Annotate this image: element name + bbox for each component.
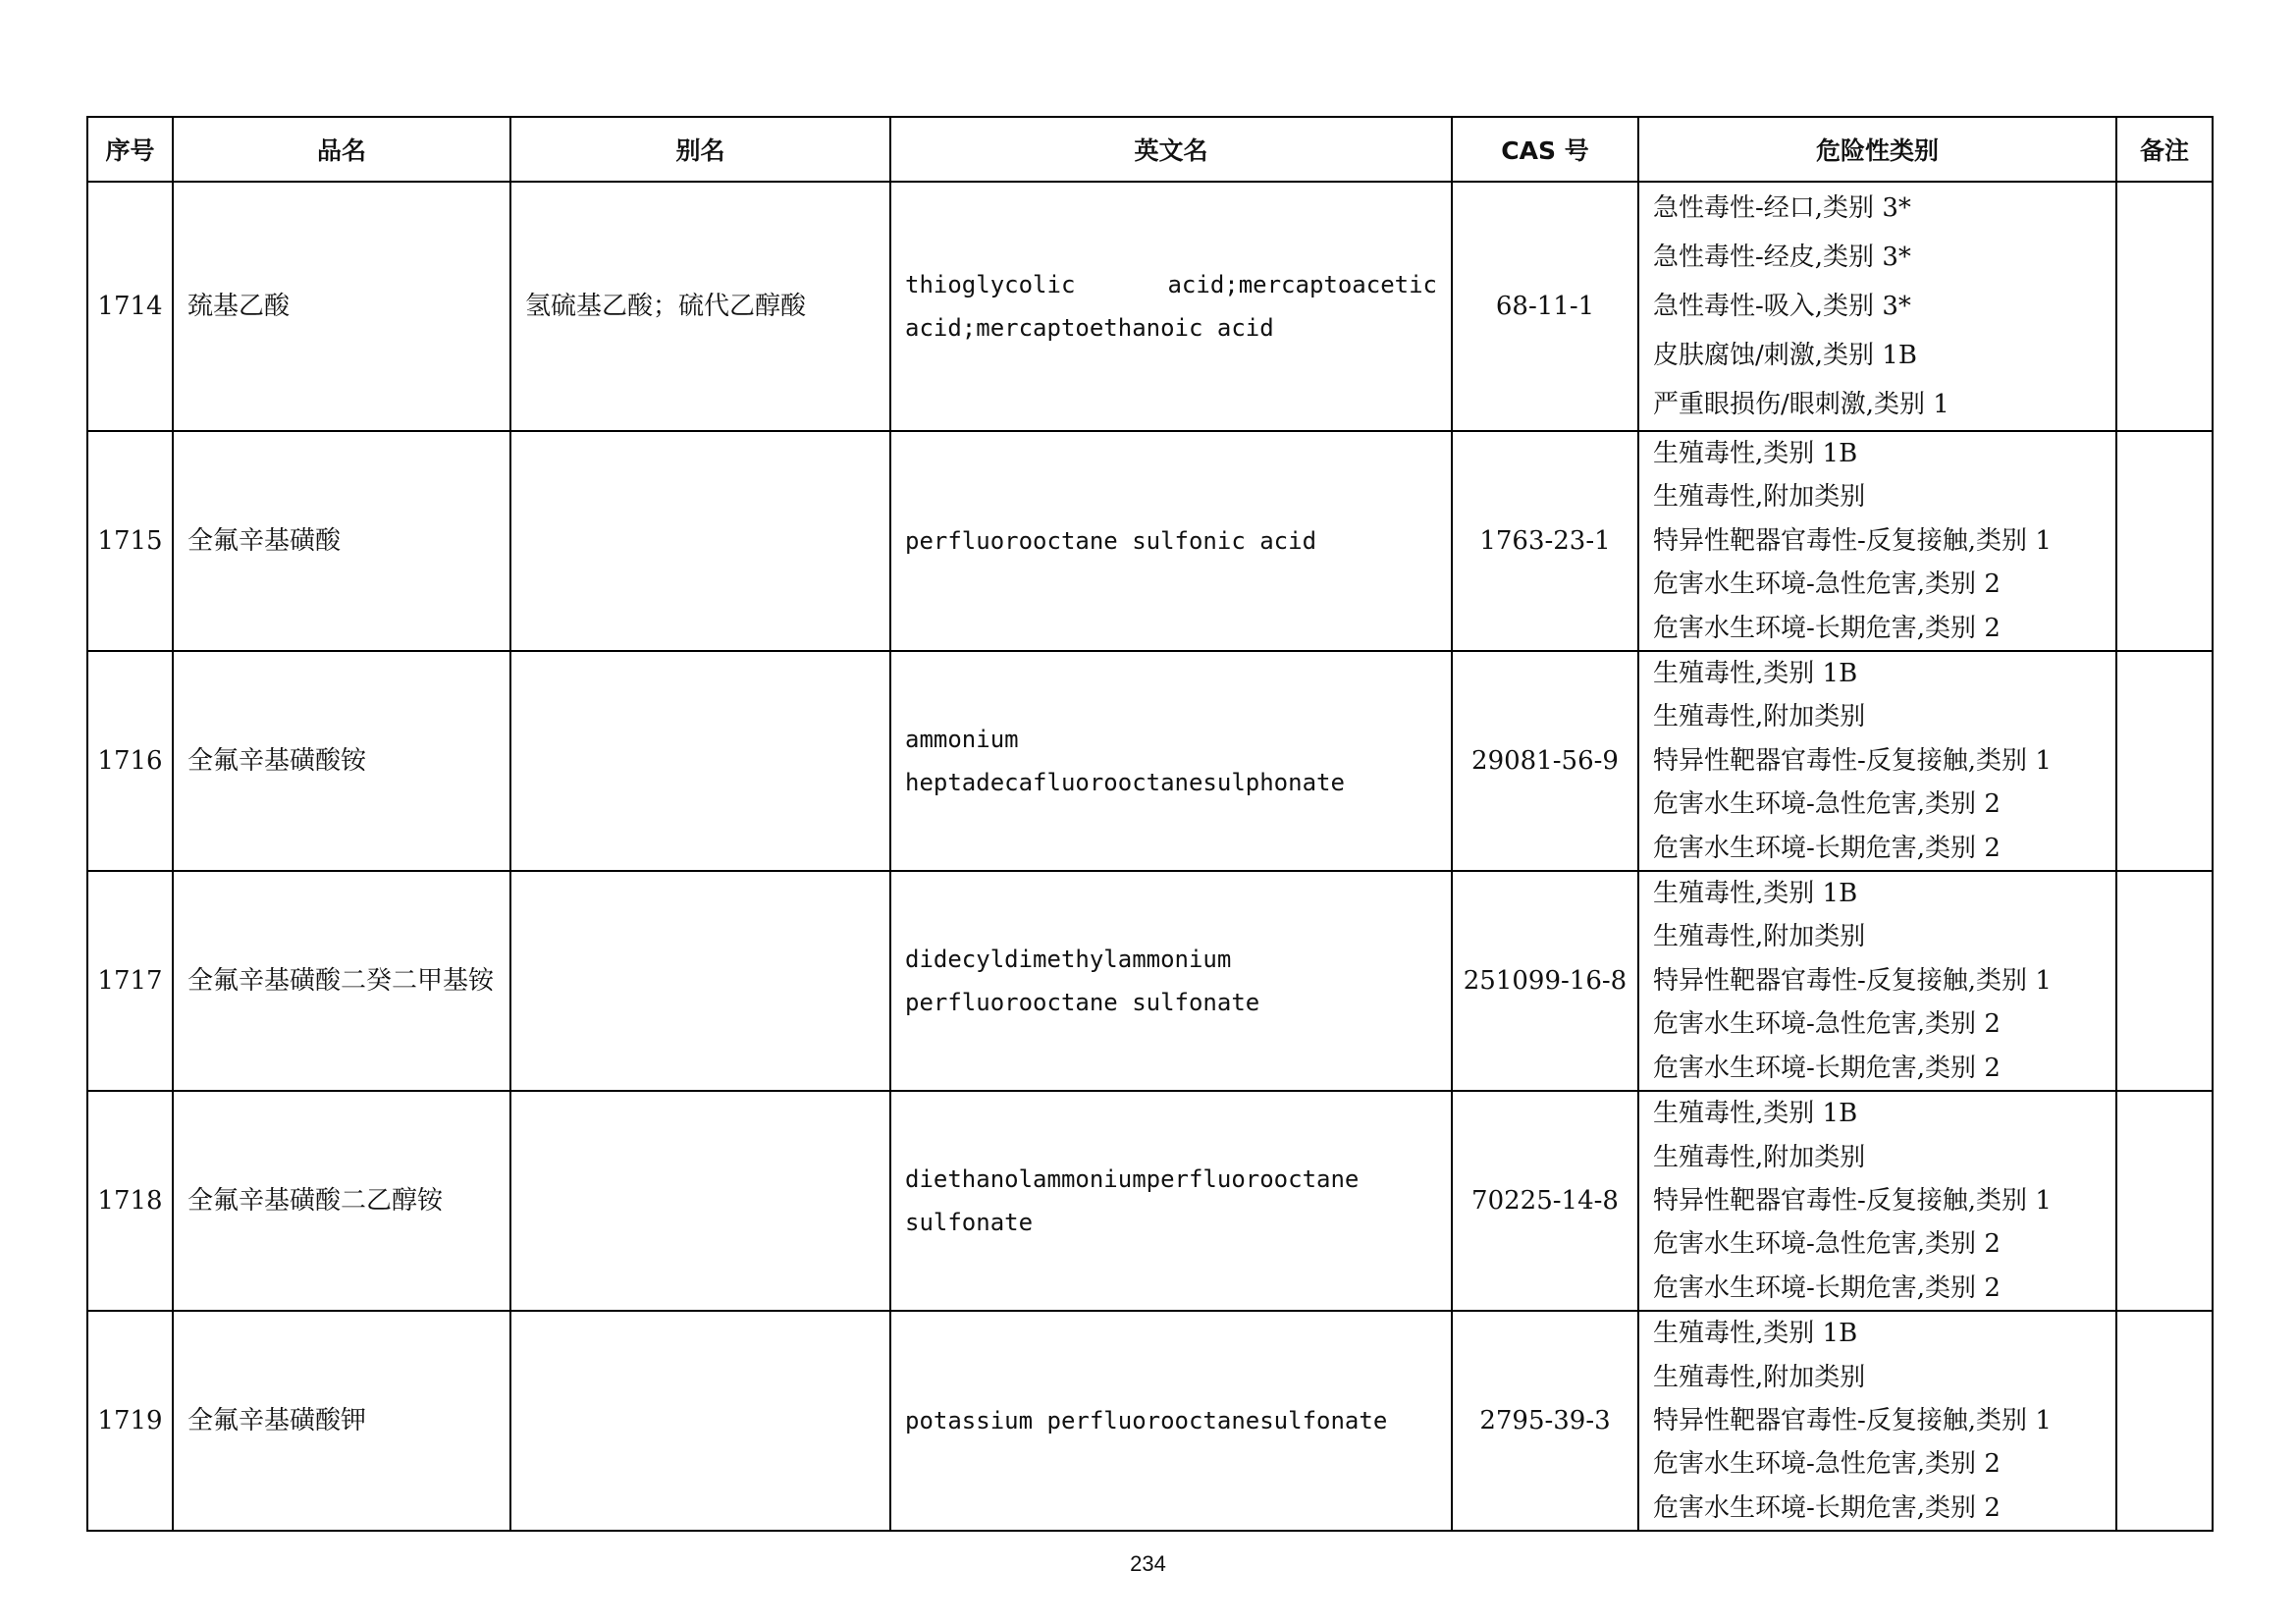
cell-seq: 1717 xyxy=(87,871,173,1091)
cell-name: 全氟辛基磺酸 xyxy=(173,431,510,651)
cell-english-name: didecyldimethylammonium perfluorooctane sulfonate xyxy=(890,871,1452,1091)
hazard-line: 急性毒性-经口,类别 3* xyxy=(1653,193,1911,223)
hazard-line: 生殖毒性,附加类别 xyxy=(1653,482,1866,513)
cell-cas-number: 2795-39-3 xyxy=(1452,1311,1638,1531)
hazard-line: 严重眼损伤/眼刺激,类别 1 xyxy=(1653,390,1949,419)
cell-hazard-category xyxy=(1638,431,2116,651)
hazard-line: 生殖毒性,类别 1B xyxy=(1653,879,1858,909)
cell-seq: 1718 xyxy=(87,1091,173,1311)
cell-cas-number: 1763-23-1 xyxy=(1452,431,1638,651)
cell-cas-number: 68-11-1 xyxy=(1452,182,1638,431)
hazard-line: 特异性靶器官毒性-反复接触,类别 1 xyxy=(1653,1185,2052,1216)
hazard-line: 生殖毒性,附加类别 xyxy=(1653,1142,1866,1172)
cell-cas-number: 251099-16-8 xyxy=(1452,871,1638,1091)
hazard-line: 生殖毒性,类别 1B xyxy=(1653,1319,1858,1349)
header-remark: 备注 xyxy=(2116,117,2213,182)
cell-remark xyxy=(2116,651,2213,871)
table-row xyxy=(87,1311,2213,1531)
cell-alias xyxy=(510,651,890,871)
hazard-line: 生殖毒性,附加类别 xyxy=(1653,922,1866,952)
cell-name: 巯基乙酸 xyxy=(173,182,510,431)
table-row xyxy=(87,1091,2213,1311)
cell-seq: 1714 xyxy=(87,182,173,431)
hazard-line: 特异性靶器官毒性-反复接触,类别 1 xyxy=(1653,965,2052,996)
hazard-line: 生殖毒性,类别 1B xyxy=(1653,1099,1858,1129)
cell-alias xyxy=(510,871,890,1091)
cell-remark xyxy=(2116,871,2213,1091)
header-alias: 别名 xyxy=(510,117,890,182)
hazard-line: 危害水生环境-长期危害,类别 2 xyxy=(1653,613,2001,643)
cell-english-name: thioglycolic acid;mercaptoacetic acid;mercaptoethanoic acid xyxy=(890,182,1452,431)
hazard-line: 特异性靶器官毒性-反复接触,类别 1 xyxy=(1653,525,2052,556)
page-number: 234 xyxy=(1130,1551,1166,1576)
hazard-line: 危害水生环境-急性危害,类别 2 xyxy=(1653,1449,2001,1480)
cell-alias xyxy=(510,1311,890,1531)
hazard-line: 生殖毒性,类别 1B xyxy=(1653,659,1858,689)
cell-seq: 1715 xyxy=(87,431,173,651)
cell-name: 全氟辛基磺酸二癸二甲基铵 xyxy=(173,871,510,1091)
cell-remark xyxy=(2116,1311,2213,1531)
hazard-line: 危害水生环境-长期危害,类别 2 xyxy=(1653,1053,2001,1083)
cell-name: 全氟辛基磺酸钾 xyxy=(173,1311,510,1531)
hazard-line: 生殖毒性,类别 1B xyxy=(1653,439,1858,468)
table-header-row xyxy=(87,117,2213,182)
header-cas-number: CAS 号 xyxy=(1452,117,1638,182)
cell-seq: 1719 xyxy=(87,1311,173,1531)
cell-english-name: perfluorooctane sulfonic acid xyxy=(890,431,1452,651)
cell-english-name: potassium perfluorooctanesulfonate xyxy=(890,1311,1452,1531)
hazard-line: 急性毒性-吸入,类别 3* xyxy=(1653,292,1911,321)
table-row xyxy=(87,651,2213,871)
hazard-line: 皮肤腐蚀/刺激,类别 1B xyxy=(1653,341,1917,370)
cell-hazard-category xyxy=(1638,871,2116,1091)
cell-cas-number: 70225-14-8 xyxy=(1452,1091,1638,1311)
cell-name: 全氟辛基磺酸二乙醇铵 xyxy=(173,1091,510,1311)
hazard-line: 危害水生环境-急性危害,类别 2 xyxy=(1653,1229,2001,1260)
header-english-name: 英文名 xyxy=(890,117,1452,182)
hazard-line: 危害水生环境-长期危害,类别 2 xyxy=(1653,833,2001,863)
cell-alias xyxy=(510,431,890,651)
hazard-line: 危害水生环境-急性危害,类别 2 xyxy=(1653,1009,2001,1040)
header-name: 品名 xyxy=(173,117,510,182)
cell-hazard-category xyxy=(1638,651,2116,871)
cell-cas-number: 29081-56-9 xyxy=(1452,651,1638,871)
cell-remark xyxy=(2116,1091,2213,1311)
cell-hazard-category xyxy=(1638,182,2116,431)
table-row xyxy=(87,431,2213,651)
hazard-line: 特异性靶器官毒性-反复接触,类别 1 xyxy=(1653,1405,2052,1435)
header-hazard-category: 危险性类别 xyxy=(1638,117,2116,182)
hazardous-chemicals-table xyxy=(86,116,2214,1532)
hazard-line: 生殖毒性,附加类别 xyxy=(1653,702,1866,732)
hazard-line: 急性毒性-经皮,类别 3* xyxy=(1653,243,1911,272)
cell-english-name: diethanolammoniumperfluorooctane sulfonate xyxy=(890,1091,1452,1311)
table-row xyxy=(87,182,2213,431)
cell-hazard-category xyxy=(1638,1311,2116,1531)
cell-seq: 1716 xyxy=(87,651,173,871)
hazard-line: 生殖毒性,附加类别 xyxy=(1653,1362,1866,1392)
table-row xyxy=(87,871,2213,1091)
hazard-line: 危害水生环境-急性危害,类别 2 xyxy=(1653,569,2001,600)
cell-english-name: ammonium heptadecafluorooctanesulphonate xyxy=(890,651,1452,871)
hazard-line: 特异性靶器官毒性-反复接触,类别 1 xyxy=(1653,745,2052,776)
cell-remark xyxy=(2116,431,2213,651)
cell-alias: 氢硫基乙酸；硫代乙醇酸 xyxy=(510,182,890,431)
hazard-line: 危害水生环境-长期危害,类别 2 xyxy=(1653,1272,2001,1303)
hazard-line: 危害水生环境-长期危害,类别 2 xyxy=(1653,1492,2001,1523)
cell-hazard-category xyxy=(1638,1091,2116,1311)
header-seq: 序号 xyxy=(87,117,173,182)
hazard-line: 危害水生环境-急性危害,类别 2 xyxy=(1653,789,2001,820)
cell-alias xyxy=(510,1091,890,1311)
cell-remark xyxy=(2116,182,2213,431)
cell-name: 全氟辛基磺酸铵 xyxy=(173,651,510,871)
